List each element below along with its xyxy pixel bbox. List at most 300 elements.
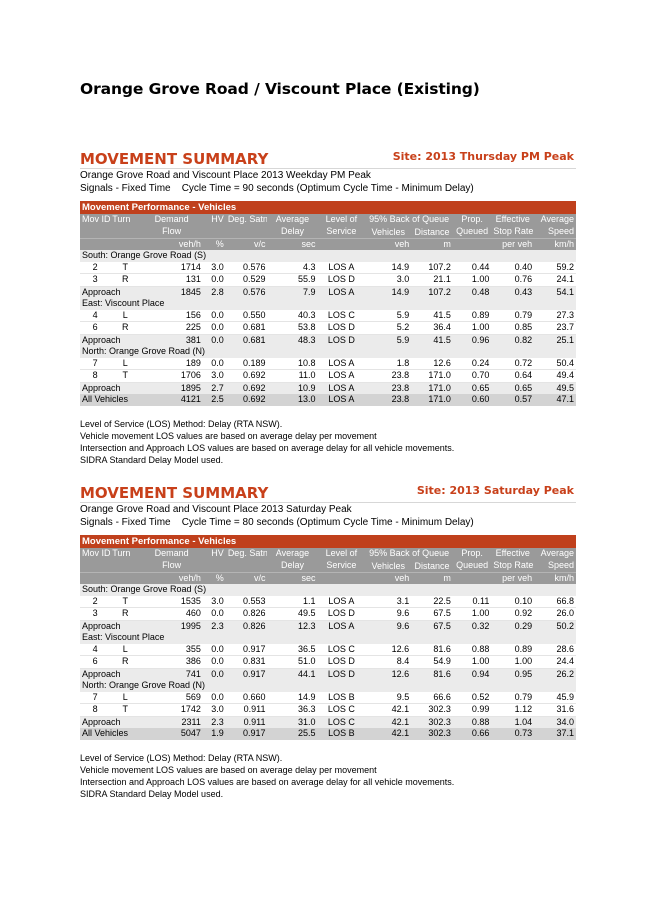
header-line: Delay	[280, 225, 304, 236]
page-title: Orange Grove Road / Viscount Place (Existing)	[80, 80, 480, 98]
hv-cell: 0.0	[203, 692, 226, 704]
delay-cell: 49.5	[267, 608, 317, 621]
speed-cell: 25.1	[534, 334, 576, 346]
stop-cell: 0.64	[491, 370, 534, 383]
los-cell: LOS C	[317, 310, 365, 322]
delay-cell: 36.5	[267, 644, 317, 656]
column-header-los	[317, 548, 365, 572]
mov-id-cell: 7	[80, 692, 110, 704]
hv-cell: 0.0	[203, 358, 226, 370]
stop-cell: 0.72	[491, 358, 534, 370]
unit-empty	[110, 238, 140, 250]
mov-id-cell: 6	[80, 322, 110, 335]
mov-id-cell: 8	[80, 704, 110, 717]
deg-cell: 0.576	[226, 286, 268, 298]
dist-cell: 81.6	[411, 644, 453, 656]
unit-label: m	[411, 572, 453, 584]
unit-label: %	[203, 238, 226, 250]
stop-cell: 1.04	[491, 716, 534, 728]
movement-row	[80, 370, 576, 383]
stop-cell: 0.89	[491, 644, 534, 656]
header-line: Mov ID	[82, 548, 111, 558]
veh-cell: 14.9	[365, 262, 411, 274]
movement-row	[80, 358, 576, 370]
prop-cell: 0.66	[453, 728, 492, 740]
prop-cell: 1.00	[453, 322, 492, 335]
column-header-turn	[110, 548, 140, 572]
note-line: SIDRA Standard Delay Model used.	[80, 788, 224, 799]
veh-cell: 9.6	[365, 620, 411, 632]
note-line: Level of Service (LOS) Method: Delay (RTA NSW).	[80, 418, 283, 429]
signal-description: Signals - Fixed Time Cycle Time = 90 seconds (Optimum Cycle Time - Minimum Delay)	[80, 182, 474, 194]
deg-cell: 0.692	[226, 370, 268, 383]
site-label: Site: 2013 Saturday Peak	[416, 484, 574, 497]
flow-cell: 156	[140, 310, 203, 322]
mov-id-cell: 2	[80, 596, 110, 608]
note-line: Intersection and Approach LOS values are based on average delay for all vehicle movements.	[80, 776, 455, 787]
dist-cell: 81.6	[411, 668, 453, 680]
delay-cell: 25.5	[267, 728, 317, 740]
stop-cell: 0.85	[491, 322, 534, 335]
column-header-stop	[491, 214, 534, 238]
los-cell: LOS B	[317, 692, 365, 704]
approach-label: Approach	[80, 334, 140, 346]
los-cell: LOS A	[317, 358, 365, 370]
column-header-demand	[140, 548, 203, 572]
delay-cell: 1.1	[267, 596, 317, 608]
approach-group-row	[80, 632, 576, 644]
los-cell: LOS D	[317, 322, 365, 335]
prop-cell: 0.52	[453, 692, 492, 704]
deg-cell: 0.550	[226, 310, 268, 322]
header-line: Mov ID	[82, 214, 111, 224]
hv-cell: 0.0	[203, 644, 226, 656]
table-title-row	[80, 201, 576, 214]
header-line: Level of	[325, 214, 358, 224]
column-header-los	[317, 214, 365, 238]
all-vehicles-label: All Vehicles	[80, 394, 140, 406]
turn-cell: T	[110, 704, 140, 717]
unit-label: veh	[365, 572, 411, 584]
los-cell: LOS C	[317, 716, 365, 728]
veh-cell: 12.6	[365, 668, 411, 680]
movement-row	[80, 656, 576, 669]
unit-empty	[80, 238, 110, 250]
los-cell: LOS D	[317, 334, 365, 346]
header-line: Effective	[495, 214, 530, 224]
notes	[80, 418, 576, 466]
mov-id-cell: 3	[80, 608, 110, 621]
column-header-speed	[534, 214, 576, 238]
column-header-queue-vehicles: Vehicles	[365, 226, 411, 239]
deg-cell: 0.189	[226, 358, 268, 370]
mov-id-cell: 7	[80, 358, 110, 370]
hv-cell: 1.9	[203, 728, 226, 740]
prop-cell: 0.32	[453, 620, 492, 632]
mov-id-cell: 4	[80, 644, 110, 656]
dist-cell: 107.2	[411, 286, 453, 298]
los-cell: LOS D	[317, 656, 365, 669]
dist-cell: 171.0	[411, 394, 453, 406]
hv-cell: 2.8	[203, 286, 226, 298]
speed-cell: 26.0	[534, 608, 576, 621]
stop-cell: 1.00	[491, 656, 534, 669]
hv-cell: 0.0	[203, 608, 226, 621]
header-line: Level of	[325, 548, 358, 558]
delay-cell: 51.0	[267, 656, 317, 669]
unit-label: v/c	[226, 238, 268, 250]
prop-cell: 0.89	[453, 310, 492, 322]
flow-cell: 460	[140, 608, 203, 621]
approach-total-row	[80, 716, 576, 728]
hv-cell: 2.3	[203, 716, 226, 728]
approach-label: Approach	[80, 716, 140, 728]
unit-label: v/c	[226, 572, 268, 584]
header-line: HV	[211, 548, 224, 558]
speed-cell: 24.4	[534, 656, 576, 669]
header-line: Flow	[162, 559, 182, 570]
approach-group-row	[80, 250, 576, 262]
veh-cell: 3.1	[365, 596, 411, 608]
turn-cell: T	[110, 370, 140, 383]
speed-cell: 34.0	[534, 716, 576, 728]
dist-cell: 171.0	[411, 370, 453, 383]
prop-cell: 0.48	[453, 286, 492, 298]
unit-label: veh	[365, 238, 411, 250]
speed-cell: 49.4	[534, 370, 576, 383]
veh-cell: 5.2	[365, 322, 411, 335]
stop-cell: 0.76	[491, 274, 534, 287]
flow-cell: 381	[140, 334, 203, 346]
stop-cell: 0.92	[491, 608, 534, 621]
header-line: Speed	[547, 225, 574, 236]
section-header	[80, 484, 576, 503]
header-line: Deg. Satn	[227, 214, 268, 224]
all-vehicles-row	[80, 728, 576, 740]
approach-group-row	[80, 298, 576, 310]
delay-cell: 7.9	[267, 286, 317, 298]
column-header-stop	[491, 548, 534, 572]
veh-cell: 5.9	[365, 334, 411, 346]
speed-cell: 50.4	[534, 358, 576, 370]
stop-cell: 0.79	[491, 692, 534, 704]
header-line: Stop Rate	[493, 225, 534, 236]
header-line: Service	[326, 225, 357, 236]
approach-group-label: South: Orange Grove Road (S)	[80, 584, 576, 596]
flow-cell: 225	[140, 322, 203, 335]
delay-cell: 53.8	[267, 322, 317, 335]
approach-group-row	[80, 680, 576, 692]
header-line: Speed	[547, 559, 574, 570]
turn-cell: T	[110, 262, 140, 274]
unit-empty	[80, 572, 110, 584]
flow-cell: 741	[140, 668, 203, 680]
flow-cell: 1535	[140, 596, 203, 608]
dist-cell: 67.5	[411, 608, 453, 621]
header-line: Queued	[456, 225, 489, 236]
delay-cell: 44.1	[267, 668, 317, 680]
header-line: Average	[540, 214, 574, 224]
los-cell: LOS C	[317, 644, 365, 656]
prop-cell: 0.60	[453, 394, 492, 406]
deg-cell: 0.917	[226, 668, 268, 680]
header-line: Effective	[495, 548, 530, 558]
flow-cell: 4121	[140, 394, 203, 406]
mov-id-cell: 2	[80, 262, 110, 274]
stop-cell: 1.12	[491, 704, 534, 717]
flow-cell: 1714	[140, 262, 203, 274]
delay-cell: 31.0	[267, 716, 317, 728]
speed-cell: 50.2	[534, 620, 576, 632]
veh-cell: 9.6	[365, 608, 411, 621]
header-line: Stop Rate	[493, 559, 534, 570]
flow-cell: 1742	[140, 704, 203, 717]
units-row	[80, 572, 576, 584]
movement-row	[80, 644, 576, 656]
column-header-turn	[110, 214, 140, 238]
deg-cell: 0.681	[226, 322, 268, 335]
note-line: Level of Service (LOS) Method: Delay (RTA NSW).	[80, 752, 283, 763]
speed-cell: 37.1	[534, 728, 576, 740]
flow-cell: 131	[140, 274, 203, 287]
unit-label: km/h	[534, 238, 576, 250]
hv-cell: 0.0	[203, 274, 226, 287]
approach-total-row	[80, 620, 576, 632]
site-description: Orange Grove Road and Viscount Place 2013 Saturday Peak	[80, 504, 352, 515]
flow-cell: 189	[140, 358, 203, 370]
approach-group-label: South: Orange Grove Road (S)	[80, 250, 576, 262]
movement-performance-table	[80, 535, 576, 740]
stop-cell: 0.29	[491, 620, 534, 632]
los-cell: LOS C	[317, 704, 365, 717]
flow-cell: 569	[140, 692, 203, 704]
prop-cell: 0.65	[453, 382, 492, 394]
delay-cell: 48.3	[267, 334, 317, 346]
column-header-demand	[140, 214, 203, 238]
hv-cell: 3.0	[203, 596, 226, 608]
delay-cell: 10.9	[267, 382, 317, 394]
veh-cell: 8.4	[365, 656, 411, 669]
unit-label: m	[411, 238, 453, 250]
prop-cell: 0.44	[453, 262, 492, 274]
approach-group-label: North: Orange Grove Road (N)	[80, 346, 576, 358]
unit-label: sec	[267, 572, 317, 584]
section-title: MOVEMENT SUMMARY	[80, 484, 269, 502]
veh-cell: 1.8	[365, 358, 411, 370]
approach-label: Approach	[80, 620, 140, 632]
approach-total-row	[80, 286, 576, 298]
header-line: Demand	[154, 214, 189, 224]
approach-group-row	[80, 346, 576, 358]
deg-cell: 0.576	[226, 262, 268, 274]
veh-cell: 14.9	[365, 286, 411, 298]
flow-cell: 1995	[140, 620, 203, 632]
header-line: HV	[211, 214, 224, 224]
prop-cell: 0.94	[453, 668, 492, 680]
deg-cell: 0.681	[226, 334, 268, 346]
turn-cell: L	[110, 644, 140, 656]
dist-cell: 21.1	[411, 274, 453, 287]
delay-cell: 12.3	[267, 620, 317, 632]
turn-cell: T	[110, 596, 140, 608]
column-header-queue: 95% Back of Queue	[365, 548, 452, 560]
veh-cell: 42.1	[365, 704, 411, 717]
prop-cell: 0.99	[453, 704, 492, 717]
stop-cell: 0.82	[491, 334, 534, 346]
header-line: Prop.	[461, 548, 483, 558]
deg-cell: 0.917	[226, 728, 268, 740]
prop-cell: 0.96	[453, 334, 492, 346]
section-title: MOVEMENT SUMMARY	[80, 150, 269, 168]
stop-cell: 0.43	[491, 286, 534, 298]
dist-cell: 22.5	[411, 596, 453, 608]
veh-cell: 42.1	[365, 728, 411, 740]
turn-cell: L	[110, 692, 140, 704]
column-header-mov-id	[80, 548, 110, 572]
turn-cell: L	[110, 310, 140, 322]
flow-cell: 2311	[140, 716, 203, 728]
movement-row	[80, 322, 576, 335]
dist-cell: 41.5	[411, 334, 453, 346]
deg-cell: 0.826	[226, 608, 268, 621]
dist-cell: 107.2	[411, 262, 453, 274]
header-line: Queued	[456, 559, 489, 570]
flow-cell: 1895	[140, 382, 203, 394]
header-row	[80, 214, 576, 226]
column-header-prop	[453, 214, 492, 238]
delay-cell: 4.3	[267, 262, 317, 274]
deg-cell: 0.660	[226, 692, 268, 704]
movement-row	[80, 704, 576, 717]
signal-description: Signals - Fixed Time Cycle Time = 80 seconds (Optimum Cycle Time - Minimum Delay)	[80, 516, 474, 528]
speed-cell: 45.9	[534, 692, 576, 704]
column-header-queue-vehicles: Vehicles	[365, 560, 411, 573]
approach-group-row	[80, 584, 576, 596]
section-header	[80, 150, 576, 169]
hv-cell: 2.5	[203, 394, 226, 406]
deg-cell: 0.692	[226, 394, 268, 406]
column-header-hv	[203, 214, 226, 238]
column-header-queue-distance: Distance	[411, 226, 453, 239]
unit-empty	[453, 238, 492, 250]
header-line: Service	[326, 559, 357, 570]
note-line: Vehicle movement LOS values are based on average delay per movement	[80, 430, 377, 441]
movement-row	[80, 596, 576, 608]
turn-cell: L	[110, 358, 140, 370]
dist-cell: 302.3	[411, 716, 453, 728]
deg-cell: 0.911	[226, 704, 268, 717]
header-line: Demand	[154, 548, 189, 558]
deg-cell: 0.831	[226, 656, 268, 669]
prop-cell: 0.24	[453, 358, 492, 370]
dist-cell: 41.5	[411, 310, 453, 322]
turn-cell: R	[110, 274, 140, 287]
speed-cell: 28.6	[534, 644, 576, 656]
speed-cell: 49.5	[534, 382, 576, 394]
hv-cell: 0.0	[203, 334, 226, 346]
header-line: Average	[275, 548, 310, 558]
turn-cell: R	[110, 656, 140, 669]
turn-cell: R	[110, 322, 140, 335]
hv-cell: 0.0	[203, 310, 226, 322]
veh-cell: 23.8	[365, 394, 411, 406]
speed-cell: 54.1	[534, 286, 576, 298]
movement-performance-table	[80, 201, 576, 406]
veh-cell: 42.1	[365, 716, 411, 728]
unit-empty	[317, 238, 365, 250]
unit-label: km/h	[534, 572, 576, 584]
movement-row	[80, 274, 576, 287]
flow-cell: 355	[140, 644, 203, 656]
dist-cell: 171.0	[411, 382, 453, 394]
approach-total-row	[80, 382, 576, 394]
note-line: SIDRA Standard Delay Model used.	[80, 454, 224, 465]
dist-cell: 12.6	[411, 358, 453, 370]
unit-empty	[453, 572, 492, 584]
deg-cell: 0.911	[226, 716, 268, 728]
delay-cell: 13.0	[267, 394, 317, 406]
prop-cell: 0.70	[453, 370, 492, 383]
deg-cell: 0.692	[226, 382, 268, 394]
veh-cell: 3.0	[365, 274, 411, 287]
column-header-hv	[203, 548, 226, 572]
hv-cell: 3.0	[203, 704, 226, 717]
approach-label: Approach	[80, 286, 140, 298]
delay-cell: 10.8	[267, 358, 317, 370]
column-header-queue: 95% Back of Queue	[365, 214, 452, 226]
speed-cell: 24.1	[534, 274, 576, 287]
header-line: Turn	[112, 548, 131, 558]
mov-id-cell: 3	[80, 274, 110, 287]
los-cell: LOS A	[317, 620, 365, 632]
column-header-queue-distance: Distance	[411, 560, 453, 573]
prop-cell: 1.00	[453, 656, 492, 669]
prop-cell: 0.11	[453, 596, 492, 608]
note-line: Vehicle movement LOS values are based on average delay per movement	[80, 764, 377, 775]
movement-row	[80, 692, 576, 704]
hv-cell: 2.3	[203, 620, 226, 632]
unit-label: sec	[267, 238, 317, 250]
site-label: Site: 2013 Thursday PM Peak	[392, 150, 574, 163]
header-line: Deg. Satn	[227, 548, 268, 558]
all-vehicles-row	[80, 394, 576, 406]
approach-group-label: North: Orange Grove Road (N)	[80, 680, 576, 692]
prop-cell: 0.88	[453, 716, 492, 728]
dist-cell: 302.3	[411, 728, 453, 740]
veh-cell: 5.9	[365, 310, 411, 322]
stop-cell: 0.79	[491, 310, 534, 322]
approach-total-row	[80, 334, 576, 346]
speed-cell: 23.7	[534, 322, 576, 335]
los-cell: LOS A	[317, 286, 365, 298]
approach-label: Approach	[80, 668, 140, 680]
header-line: Prop.	[461, 214, 483, 224]
prop-cell: 0.88	[453, 644, 492, 656]
los-cell: LOS A	[317, 370, 365, 383]
note-line: Intersection and Approach LOS values are based on average delay for all vehicle movements.	[80, 442, 455, 453]
approach-group-label: East: Viscount Place	[80, 632, 576, 644]
los-cell: LOS B	[317, 728, 365, 740]
table-title: Movement Performance - Vehicles	[80, 201, 576, 214]
prop-cell: 1.00	[453, 274, 492, 287]
prop-cell: 1.00	[453, 608, 492, 621]
delay-cell: 11.0	[267, 370, 317, 383]
units-row	[80, 238, 576, 250]
veh-cell: 23.8	[365, 370, 411, 383]
table-title-row	[80, 535, 576, 548]
header-line: Average	[275, 214, 310, 224]
mov-id-cell: 8	[80, 370, 110, 383]
